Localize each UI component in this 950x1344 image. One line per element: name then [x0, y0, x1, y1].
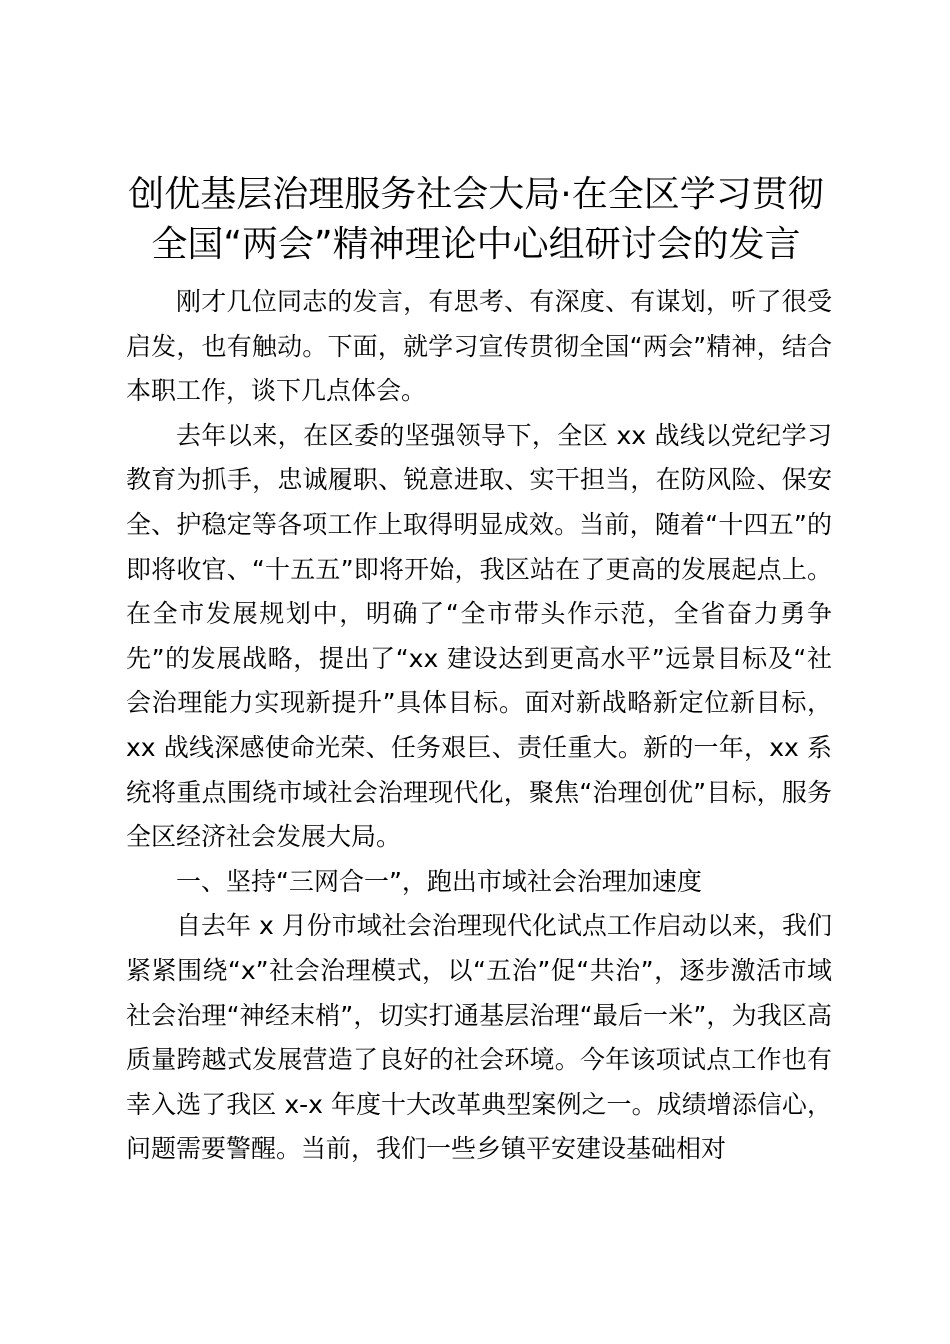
paragraph-opening: 刚才几位同志的发言，有思考、有深度、有谋划，听了很受启发，也有触动。下面，就学习宣传贯彻全国“两会”精神，结合本职工作，谈下几点体会。	[126, 287, 832, 406]
title-line-1: 创优基层治理服务社会大局·在全区学习贯彻	[128, 174, 824, 215]
title-line-2: 全国“两会”精神理论中心组研讨会的发言	[151, 224, 801, 265]
document-body	[126, 280, 832, 1172]
document-title	[120, 170, 832, 270]
paragraph-background: 去年以来，在区委的坚强领导下，全区 xx 战线以党纪学习教育为抓手，忠诚履职、锐意进取、实干担当，在防风险、保安全、护稳定等各项工作上取得明显成效。当前，随着“十四五”的即将收官、“十五五”即将开始，我区站在了更高的发展起点上。在全市发展规划中，明确了“全市带头作示范，全省奋力勇争先”的发展战略，提出了“xx 建设达到更高水平”远景目标及“社会治理能力实现新提升”具体目标。面对新战略新定位新目标，xx 战线深感使命光荣、任务艰巨、责任重大。新的一年，xx 系统将重点围绕市域社会治理现代化，聚焦“治理创优”目标，服务全区经济社会发展大局。	[126, 420, 832, 852]
section-heading-1: 一、坚持“三网合一”，跑出市域社会治理加速度	[176, 866, 702, 896]
paragraph-section-1: 自去年 x 月份市域社会治理现代化试点工作启动以来，我们紧紧围绕“x”社会治理模式，以“五治”促“共治”，逐步激活市域社会治理“神经末梢”，切实打通基层治理“最后一米”，为我区高质量跨越式发展营造了良好的社会环境。今年该项试点工作也有幸入选了我区 x-x 年度十大改革典型案例之一。成绩增添信心，问题需要警醒。当前，我们一些乡镇平安建设基础相对	[126, 911, 832, 1164]
